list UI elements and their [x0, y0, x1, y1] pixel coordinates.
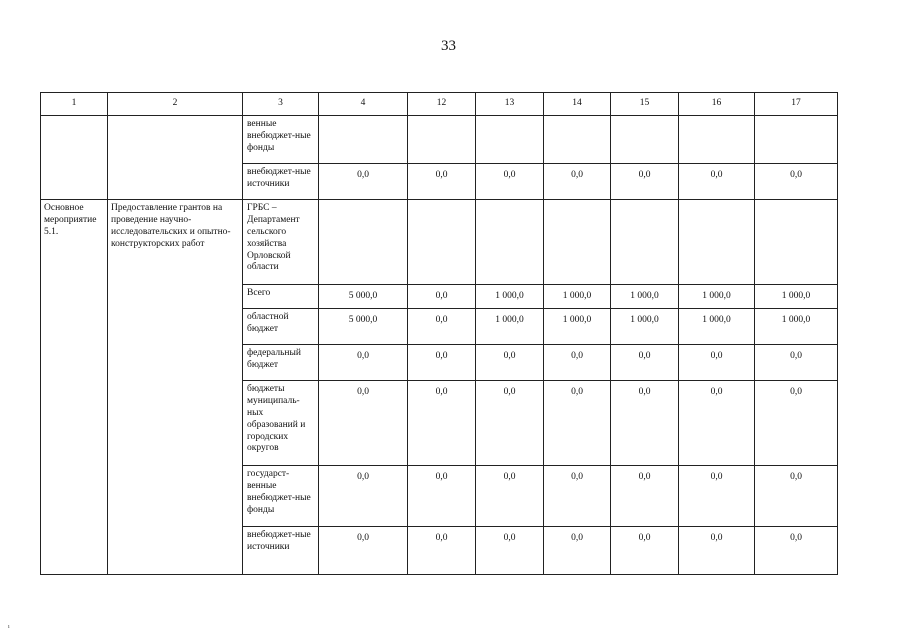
value-cell: 0,0: [611, 345, 679, 381]
value-cell: 0,0: [755, 466, 838, 527]
source-cell: внебюджет-ные источники: [243, 164, 319, 200]
header-cell: 16: [679, 93, 755, 116]
value-cell: 0,0: [755, 527, 838, 575]
value-cell: [611, 116, 679, 164]
page-number: 33: [441, 38, 456, 54]
header-row: [41, 93, 838, 116]
value-cell: [476, 116, 544, 164]
value-cell: 0,0: [476, 466, 544, 527]
value-cell: [679, 200, 755, 285]
value-cell: 0,0: [544, 164, 611, 200]
source-cell: бюджеты муниципаль-ных образований и городских округов: [243, 381, 319, 466]
budget-table: [40, 92, 838, 575]
table-row: [41, 200, 838, 285]
value-cell: 0,0: [319, 381, 408, 466]
value-cell: [408, 116, 476, 164]
header-cell: 13: [476, 93, 544, 116]
value-cell: [611, 200, 679, 285]
value-cell: 0,0: [408, 285, 476, 309]
value-cell: 0,0: [408, 381, 476, 466]
value-cell: 0,0: [755, 345, 838, 381]
value-cell: 1 000,0: [476, 309, 544, 345]
table-row: [41, 116, 838, 164]
value-cell: 0,0: [476, 381, 544, 466]
value-cell: 0,0: [679, 345, 755, 381]
value-cell: 0,0: [408, 345, 476, 381]
description-cell-empty: [108, 116, 243, 200]
value-cell: 0,0: [476, 345, 544, 381]
value-cell: 1 000,0: [611, 309, 679, 345]
value-cell: 1 000,0: [755, 285, 838, 309]
value-cell: 0,0: [408, 164, 476, 200]
value-cell: 1 000,0: [611, 285, 679, 309]
value-cell: 0,0: [755, 164, 838, 200]
value-cell: 0,0: [611, 164, 679, 200]
source-cell: государст-венные внебюджет-ные фонды: [243, 466, 319, 527]
header-cell: 15: [611, 93, 679, 116]
source-cell: областной бюджет: [243, 309, 319, 345]
value-cell: [544, 200, 611, 285]
source-cell: внебюджет-ные источники: [243, 527, 319, 575]
value-cell: 0,0: [679, 381, 755, 466]
value-cell: 0,0: [408, 309, 476, 345]
value-cell: 0,0: [319, 164, 408, 200]
value-cell: 0,0: [408, 527, 476, 575]
header-cell: 17: [755, 93, 838, 116]
value-cell: 0,0: [679, 164, 755, 200]
value-cell: 0,0: [476, 164, 544, 200]
value-cell: 0,0: [476, 527, 544, 575]
value-cell: 0,0: [544, 381, 611, 466]
value-cell: 5 000,0: [319, 285, 408, 309]
value-cell: 0,0: [755, 381, 838, 466]
source-cell: ГРБС – Департамент сельского хозяйства Орловской области: [243, 200, 319, 285]
value-cell: 0,0: [679, 466, 755, 527]
value-cell: [476, 200, 544, 285]
value-cell: 1 000,0: [679, 309, 755, 345]
activity-name: Основное мероприятие 5.1.: [41, 200, 108, 575]
value-cell: 0,0: [319, 345, 408, 381]
value-cell: 0,0: [319, 527, 408, 575]
source-cell: федеральный бюджет: [243, 345, 319, 381]
source-cell: Всего: [243, 285, 319, 309]
source-cell: венные внебюджет-ные фонды: [243, 116, 319, 164]
value-cell: [755, 200, 838, 285]
value-cell: [408, 200, 476, 285]
activity-cell-empty: [41, 116, 108, 200]
value-cell: 0,0: [544, 466, 611, 527]
value-cell: [319, 200, 408, 285]
activity-description: Предоставление грантов на проведение научно-исследовательских и опытно-конструкторских работ: [108, 200, 243, 575]
value-cell: 1 000,0: [544, 285, 611, 309]
header-cell: 2: [108, 93, 243, 116]
value-cell: 1 000,0: [755, 309, 838, 345]
value-cell: 0,0: [679, 527, 755, 575]
value-cell: 5 000,0: [319, 309, 408, 345]
value-cell: 0,0: [408, 466, 476, 527]
value-cell: 0,0: [611, 381, 679, 466]
value-cell: [544, 116, 611, 164]
value-cell: 0,0: [319, 466, 408, 527]
value-cell: [755, 116, 838, 164]
value-cell: 0,0: [544, 345, 611, 381]
value-cell: 0,0: [611, 527, 679, 575]
value-cell: 0,0: [611, 466, 679, 527]
value-cell: [679, 116, 755, 164]
value-cell: 1 000,0: [679, 285, 755, 309]
header-cell: 3: [243, 93, 319, 116]
header-cell: 12: [408, 93, 476, 116]
header-cell: 1: [41, 93, 108, 116]
header-cell: 14: [544, 93, 611, 116]
value-cell: 1 000,0: [544, 309, 611, 345]
value-cell: 0,0: [544, 527, 611, 575]
value-cell: 1 000,0: [476, 285, 544, 309]
stray-mark: ı: [8, 624, 10, 630]
header-cell: 4: [319, 93, 408, 116]
value-cell: [319, 116, 408, 164]
